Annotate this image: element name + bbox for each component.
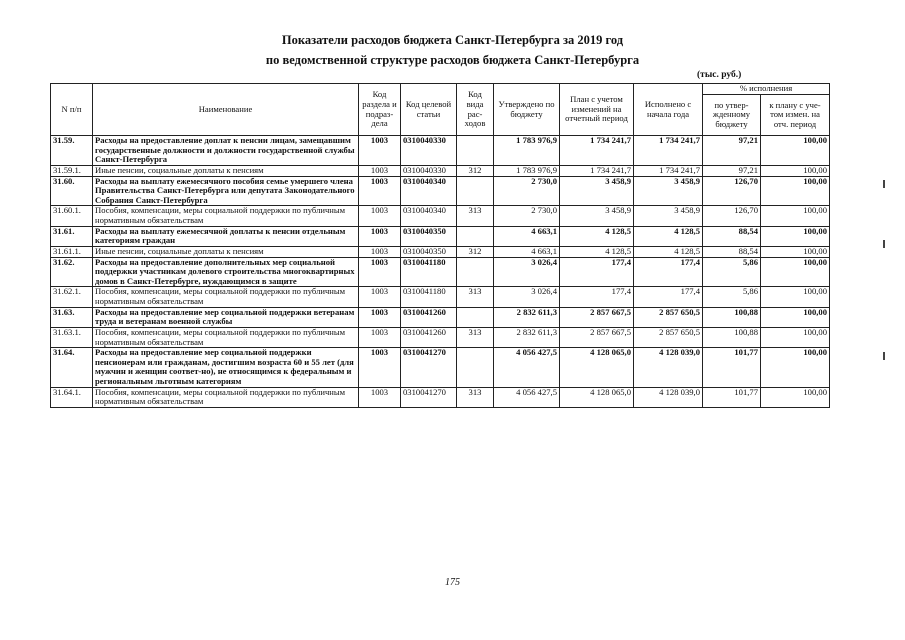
cell-expense-code (457, 348, 494, 388)
table-row (51, 246, 830, 257)
cell-pct-plan: 100,00 (761, 176, 830, 206)
cell-approved: 4 663,1 (494, 226, 560, 246)
cell-section-code: 1003 (359, 136, 401, 166)
margin-mark (883, 352, 885, 360)
cell-name: Пособия, компенсации, меры социальной поддержки по публичным нормативным обязательствам (93, 206, 359, 226)
cell-name: Расходы на предоставление дополнительных мер социальной поддержки участникам долевого строительства многоквартирных домов в Санкт-Петербурге, нуждающимся в защите (93, 257, 359, 287)
header-pct-group: % исполнения (703, 84, 830, 95)
cell-section-code: 1003 (359, 287, 401, 307)
header-executed: Исполнено с начала года (634, 84, 703, 136)
cell-num: 31.60. (51, 176, 93, 206)
cell-expense-code: 313 (457, 327, 494, 347)
cell-num: 31.64. (51, 348, 93, 388)
cell-section-code: 1003 (359, 246, 401, 257)
cell-approved: 1 783 976,9 (494, 165, 560, 176)
cell-num: 31.62.1. (51, 287, 93, 307)
cell-plan: 3 458,9 (560, 206, 634, 226)
cell-pct-approved: 126,70 (703, 206, 761, 226)
cell-target-code: 0310040350 (401, 226, 457, 246)
cell-pct-approved: 5,86 (703, 287, 761, 307)
cell-executed: 177,4 (634, 287, 703, 307)
cell-target-code: 0310041270 (401, 387, 457, 407)
cell-section-code: 1003 (359, 226, 401, 246)
cell-section-code: 1003 (359, 348, 401, 388)
cell-pct-approved: 101,77 (703, 348, 761, 388)
cell-approved: 1 783 976,9 (494, 136, 560, 166)
cell-plan: 2 857 667,5 (560, 327, 634, 347)
cell-approved: 4 663,1 (494, 246, 560, 257)
cell-expense-code: 312 (457, 165, 494, 176)
header-plan: План с учетом изменений на отчетный период (560, 84, 634, 136)
margin-mark (883, 180, 885, 188)
cell-executed: 1 734 241,7 (634, 136, 703, 166)
cell-target-code: 0310040350 (401, 246, 457, 257)
header-expense-code: Код вида рас-ходов (457, 84, 494, 136)
cell-num: 31.59.1. (51, 165, 93, 176)
cell-target-code: 0310041180 (401, 287, 457, 307)
cell-target-code: 0310040330 (401, 165, 457, 176)
cell-approved: 4 056 427,5 (494, 387, 560, 407)
cell-target-code: 0310040330 (401, 136, 457, 166)
cell-plan: 4 128,5 (560, 246, 634, 257)
cell-pct-approved: 101,77 (703, 387, 761, 407)
cell-num: 31.63.1. (51, 327, 93, 347)
cell-name: Расходы на предоставление мер социальной поддержки пенсионерам или гражданам, достигшим возраста 60 и 55 лет (для мужчин и женщин соответ-но), не относящимся к федеральным и региональным льготным категориям (93, 348, 359, 388)
cell-name: Расходы на предоставление доплат к пенсии лицам, замещавшим государственные должности и должности государственной службы Санкт-Петербурга (93, 136, 359, 166)
cell-section-code: 1003 (359, 387, 401, 407)
table-row (51, 136, 830, 166)
budget-table (50, 83, 830, 408)
header-approved: Утверждено по бюджету (494, 84, 560, 136)
cell-plan: 1 734 241,7 (560, 136, 634, 166)
cell-expense-code (457, 257, 494, 287)
page-number: 175 (445, 577, 460, 588)
cell-target-code: 0310040340 (401, 176, 457, 206)
cell-name: Расходы на выплату ежемесячной доплаты к пенсии отдельным категориям граждан (93, 226, 359, 246)
cell-pct-plan: 100,00 (761, 226, 830, 246)
cell-executed: 2 857 650,5 (634, 307, 703, 327)
cell-num: 31.63. (51, 307, 93, 327)
table-row (51, 287, 830, 307)
cell-section-code: 1003 (359, 165, 401, 176)
header-num: N п/п (51, 84, 93, 136)
cell-target-code: 0310041270 (401, 348, 457, 388)
cell-pct-plan: 100,00 (761, 165, 830, 176)
cell-executed: 4 128 039,0 (634, 387, 703, 407)
cell-expense-code: 313 (457, 287, 494, 307)
cell-plan: 177,4 (560, 257, 634, 287)
cell-approved: 2 832 611,3 (494, 307, 560, 327)
cell-expense-code: 312 (457, 246, 494, 257)
cell-name: Расходы на выплату ежемесячного пособия семье умершего члена Правительства Санкт-Петербурга или депутата Законодательного Собрания Санкт-Петербурга (93, 176, 359, 206)
cell-pct-plan: 100,00 (761, 348, 830, 388)
cell-pct-approved: 88,54 (703, 226, 761, 246)
cell-executed: 4 128,5 (634, 246, 703, 257)
cell-approved: 2 730,0 (494, 206, 560, 226)
cell-executed: 177,4 (634, 257, 703, 287)
cell-pct-plan: 100,00 (761, 246, 830, 257)
table-row (51, 307, 830, 327)
cell-num: 31.59. (51, 136, 93, 166)
cell-expense-code (457, 226, 494, 246)
cell-plan: 2 857 667,5 (560, 307, 634, 327)
cell-plan: 1 734 241,7 (560, 165, 634, 176)
cell-pct-approved: 100,88 (703, 327, 761, 347)
cell-approved: 4 056 427,5 (494, 348, 560, 388)
cell-num: 31.64.1. (51, 387, 93, 407)
header-name: Наименование (93, 84, 359, 136)
cell-pct-plan: 100,00 (761, 136, 830, 166)
cell-executed: 3 458,9 (634, 176, 703, 206)
cell-name: Иные пенсии, социальные доплаты к пенсиям (93, 246, 359, 257)
cell-pct-plan: 100,00 (761, 307, 830, 327)
table-body (51, 136, 830, 408)
cell-pct-approved: 126,70 (703, 176, 761, 206)
cell-name: Пособия, компенсации, меры социальной поддержки по публичным нормативным обязательствам (93, 287, 359, 307)
cell-pct-approved: 5,86 (703, 257, 761, 287)
cell-name: Иные пенсии, социальные доплаты к пенсиям (93, 165, 359, 176)
cell-num: 31.61.1. (51, 246, 93, 257)
header-pct-plan: к плану с уче-том измен. на отч. период (761, 95, 830, 136)
table-row (51, 176, 830, 206)
cell-executed: 1 734 241,7 (634, 165, 703, 176)
header-target-code: Код целевой статьи (401, 84, 457, 136)
cell-executed: 4 128 039,0 (634, 348, 703, 388)
table-row (51, 226, 830, 246)
cell-pct-plan: 100,00 (761, 206, 830, 226)
table-row (51, 348, 830, 388)
margin-mark (883, 240, 885, 248)
cell-plan: 4 128 065,0 (560, 348, 634, 388)
page-title: Показатели расходов бюджета Санкт-Петербурга за 2019 год (281, 33, 624, 47)
cell-pct-approved: 100,88 (703, 307, 761, 327)
cell-expense-code (457, 307, 494, 327)
cell-pct-plan: 100,00 (761, 287, 830, 307)
cell-approved: 3 026,4 (494, 287, 560, 307)
cell-expense-code (457, 176, 494, 206)
cell-plan: 4 128,5 (560, 226, 634, 246)
cell-section-code: 1003 (359, 307, 401, 327)
cell-num: 31.61. (51, 226, 93, 246)
cell-approved: 3 026,4 (494, 257, 560, 287)
cell-pct-plan: 100,00 (761, 327, 830, 347)
cell-section-code: 1003 (359, 327, 401, 347)
page-subtitle: по ведомственной структуре расходов бюджета Санкт-Петербурга (265, 53, 640, 67)
cell-target-code: 0310040340 (401, 206, 457, 226)
cell-executed: 3 458,9 (634, 206, 703, 226)
cell-target-code: 0310041180 (401, 257, 457, 287)
table-row (51, 165, 830, 176)
cell-pct-approved: 88,54 (703, 246, 761, 257)
table-row (51, 327, 830, 347)
cell-plan: 4 128 065,0 (560, 387, 634, 407)
cell-name: Расходы на предоставление мер социальной поддержки ветеранам труда и ветеранам военной службы (93, 307, 359, 327)
table-row (51, 387, 830, 407)
table-row (51, 257, 830, 287)
cell-approved: 2 832 611,3 (494, 327, 560, 347)
cell-target-code: 0310041260 (401, 307, 457, 327)
cell-expense-code (457, 136, 494, 166)
cell-pct-approved: 97,21 (703, 136, 761, 166)
cell-expense-code: 313 (457, 206, 494, 226)
cell-expense-code: 313 (457, 387, 494, 407)
unit-label: (тыс. руб.) (697, 70, 742, 80)
cell-pct-plan: 100,00 (761, 257, 830, 287)
cell-name: Пособия, компенсации, меры социальной поддержки по публичным нормативным обязательствам (93, 387, 359, 407)
cell-num: 31.60.1. (51, 206, 93, 226)
cell-num: 31.62. (51, 257, 93, 287)
cell-plan: 177,4 (560, 287, 634, 307)
cell-section-code: 1003 (359, 176, 401, 206)
cell-pct-approved: 97,21 (703, 165, 761, 176)
cell-target-code: 0310041260 (401, 327, 457, 347)
table-row (51, 206, 830, 226)
header-section-code: Код раздела и подраз-дела (359, 84, 401, 136)
cell-executed: 4 128,5 (634, 226, 703, 246)
cell-section-code: 1003 (359, 257, 401, 287)
cell-executed: 2 857 650,5 (634, 327, 703, 347)
cell-plan: 3 458,9 (560, 176, 634, 206)
cell-approved: 2 730,0 (494, 176, 560, 206)
cell-pct-plan: 100,00 (761, 387, 830, 407)
cell-section-code: 1003 (359, 206, 401, 226)
header-pct-approved: по утвер-жденному бюджету (703, 95, 761, 136)
cell-name: Пособия, компенсации, меры социальной поддержки по публичным нормативным обязательствам (93, 327, 359, 347)
